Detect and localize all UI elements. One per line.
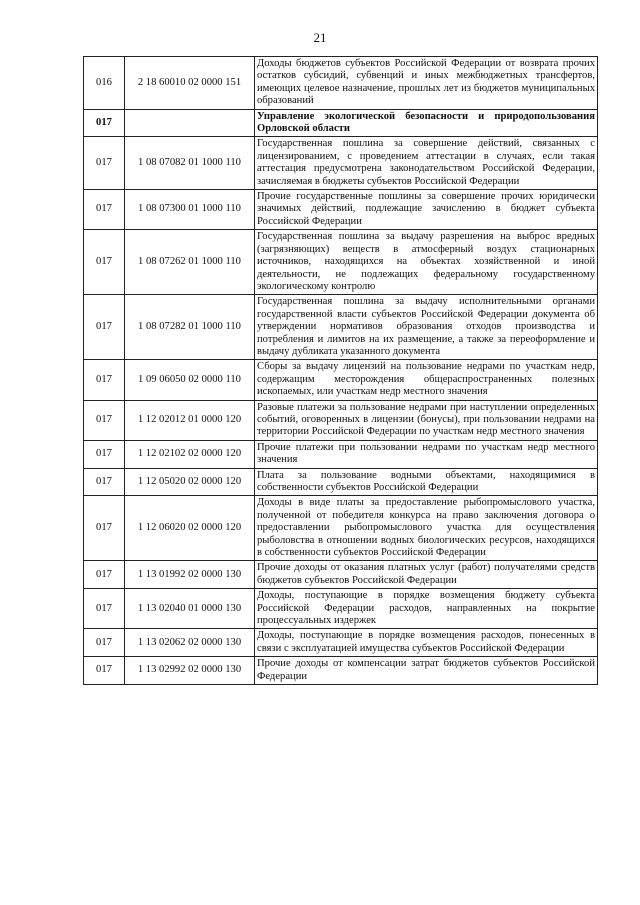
revenue-description-cell: Государственная пошлина за выдачу исполнительными органами государственной власти субъектов Российской Федерации документа об утверждении нормативов образования отходов производства и потребления и лимитов на их размещение, а также за переоформление и выдачу дубликата указанного документа xyxy=(255,295,598,360)
revenue-description-cell: Прочие государственные пошлины за совершение прочих юридически значимых действий, подлежащие зачислению в бюджет субъекта Российской Федерации xyxy=(255,190,598,230)
admin-code-cell: 017 xyxy=(84,561,125,589)
budget-revenue-table xyxy=(83,56,598,685)
revenue-description-cell: Плата за пользование водными объектами, находящимися в собственности субъектов Российской Федерации xyxy=(255,468,598,496)
table-row xyxy=(84,137,598,190)
admin-code-cell: 017 xyxy=(84,496,125,561)
table-row xyxy=(84,589,598,629)
admin-code-cell: 017 xyxy=(84,295,125,360)
revenue-description-cell: Доходы бюджетов субъектов Российской Федерации от возврата прочих остатков субсидий, субвенций и иных межбюджетных трансфертов, имеющих целевое назначение, прошлых лет из бюджетов муниципальных образований xyxy=(255,57,598,110)
table-row xyxy=(84,657,598,685)
budget-code-cell: 1 13 02062 02 0000 130 xyxy=(125,629,255,657)
budget-code-cell: 1 12 06020 02 0000 120 xyxy=(125,496,255,561)
admin-code-cell: 017 xyxy=(84,589,125,629)
admin-code-cell: 017 xyxy=(84,109,125,137)
revenue-description-cell: Сборы за выдачу лицензий на пользование недрами по участкам недр, содержащим месторождения общераспространенных полезных ископаемых, или участкам недр местного значения xyxy=(255,360,598,400)
budget-code-cell xyxy=(125,109,255,137)
admin-code-cell: 017 xyxy=(84,629,125,657)
budget-code-cell: 1 12 05020 02 0000 120 xyxy=(125,468,255,496)
revenue-description-cell: Прочие доходы от оказания платных услуг (работ) получателями средств бюджетов субъектов Российской Федерации xyxy=(255,561,598,589)
admin-code-cell: 017 xyxy=(84,360,125,400)
revenue-description-cell: Доходы, поступающие в порядке возмещения расходов, понесенных в связи с эксплуатацией имущества субъектов Российской Федерации xyxy=(255,629,598,657)
budget-code-cell: 1 13 02992 02 0000 130 xyxy=(125,657,255,685)
table-row xyxy=(84,57,598,110)
admin-code-cell: 017 xyxy=(84,468,125,496)
revenue-description-cell: Прочие доходы от компенсации затрат бюджетов субъектов Российской Федерации xyxy=(255,657,598,685)
revenue-description-cell: Разовые платежи за пользование недрами при наступлении определенных событий, оговоренных в лицензии (бонусы), при пользовании недрами на территории Российской Федерации по участкам недр местного значения xyxy=(255,400,598,440)
admin-code-cell: 017 xyxy=(84,440,125,468)
budget-code-cell: 1 08 07282 01 1000 110 xyxy=(125,295,255,360)
table-row xyxy=(84,440,598,468)
budget-code-cell: 1 13 01992 02 0000 130 xyxy=(125,561,255,589)
budget-code-cell: 1 08 07262 01 1000 110 xyxy=(125,230,255,295)
admin-code-cell: 017 xyxy=(84,190,125,230)
table-row xyxy=(84,496,598,561)
table-row xyxy=(84,360,598,400)
section-header-row xyxy=(84,109,598,137)
page-number: 21 xyxy=(313,30,327,45)
budget-code-cell: 1 12 02102 02 0000 120 xyxy=(125,440,255,468)
admin-code-cell: 016 xyxy=(84,57,125,110)
table-row xyxy=(84,400,598,440)
table-row xyxy=(84,230,598,295)
revenue-description-cell: Доходы, поступающие в порядке возмещения бюджету субъекта Российской Федерации расходов, направленных на покрытие процессуальных издержек xyxy=(255,589,598,629)
admin-code-cell: 017 xyxy=(84,657,125,685)
admin-code-cell: 017 xyxy=(84,400,125,440)
revenue-description-cell: Доходы в виде платы за предоставление рыбопромыслового участка, полученной от победителя конкурса на право заключения договора о предоставлении рыбопромыслового участка для осуществления рыболовства в отношении водных биологических ресурсов, находящихся в собственности субъектов Российской Федерации xyxy=(255,496,598,561)
table-row xyxy=(84,190,598,230)
budget-code-cell: 1 12 02012 01 0000 120 xyxy=(125,400,255,440)
revenue-description-cell: Государственная пошлина за выдачу разрешения на выброс вредных (загрязняющих) веществ в атмосферный воздух стационарных источников, находящихся на объектах хозяйственной и иной деятельности, не подлежащих федеральному государственному экологическому контролю xyxy=(255,230,598,295)
budget-code-cell: 1 13 02040 01 0000 130 xyxy=(125,589,255,629)
budget-code-cell: 1 08 07082 01 1000 110 xyxy=(125,137,255,190)
table-row xyxy=(84,295,598,360)
revenue-description-cell: Прочие платежи при пользовании недрами по участкам недр местного значения xyxy=(255,440,598,468)
admin-code-cell: 017 xyxy=(84,137,125,190)
budget-code-cell: 1 08 07300 01 1000 110 xyxy=(125,190,255,230)
budget-code-cell: 1 09 06050 02 0000 110 xyxy=(125,360,255,400)
section-title-cell: Управление экологической безопасности и природопользования Орловской области xyxy=(255,109,598,137)
admin-code-cell: 017 xyxy=(84,230,125,295)
budget-code-cell: 2 18 60010 02 0000 151 xyxy=(125,57,255,110)
table-row xyxy=(84,629,598,657)
table-row xyxy=(84,468,598,496)
revenue-description-cell: Государственная пошлина за совершение действий, связанных с лицензированием, с проведением аттестации в случаях, если такая аттестация предусмотрена законодательством Российской Федерации, зачисляемая в бюджеты субъектов Российской Федерации xyxy=(255,137,598,190)
table-row xyxy=(84,561,598,589)
